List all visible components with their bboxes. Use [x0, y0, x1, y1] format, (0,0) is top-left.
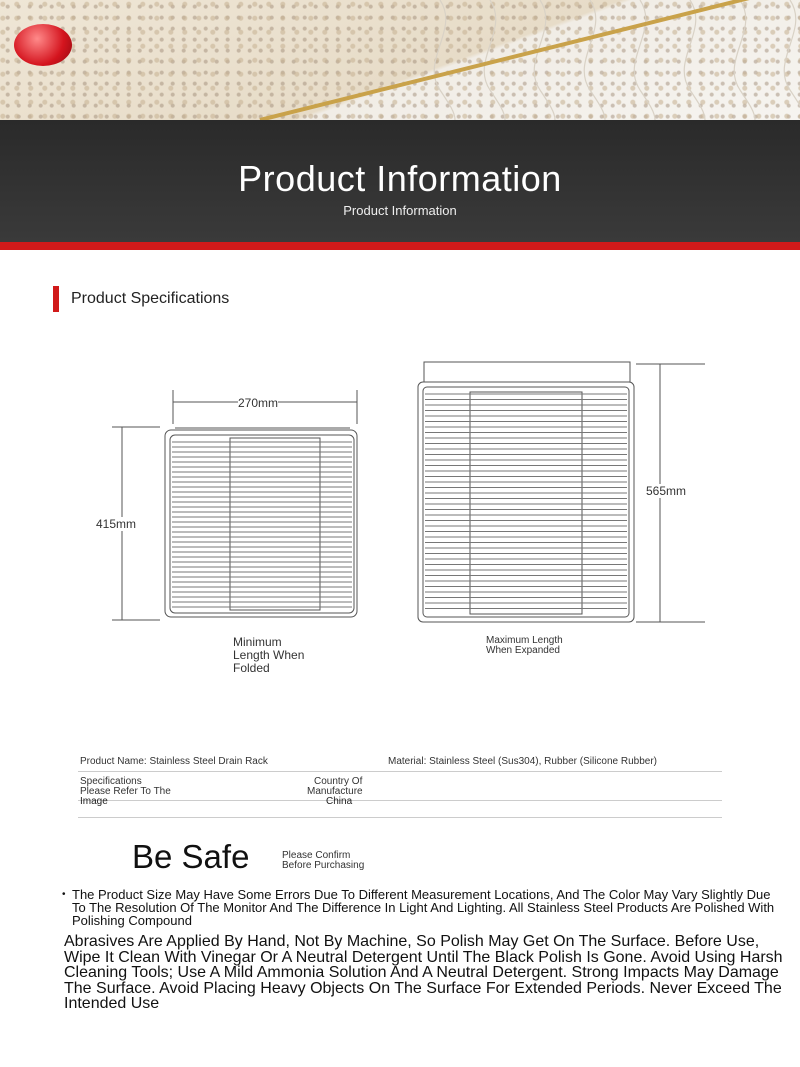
expanded-wires: [425, 394, 627, 609]
tomato-image: [14, 24, 72, 66]
banner-subtitle: Product Information: [343, 203, 457, 218]
dimension-diagram: [0, 340, 800, 680]
specifications-value-1: Please Refer To The: [80, 786, 171, 797]
specifications-value-2: Image: [80, 796, 108, 807]
product-name: Product Name: Stainless Steel Drain Rack: [80, 756, 268, 767]
section-title: Product Specifications: [71, 290, 230, 307]
banner-title: Product Information: [238, 158, 562, 199]
care-instructions-text: Abrasives Are Applied By Hand, Not By Machine, So Polish May Get On The Surface. Before Use, Wipe It Clean With Vinegar Or A Neutral Detergent Until The Black Polish Is Gone. Avoid Using Harsh Cleaning Tools; Use A Mild Ammonia Solution And A Neutral Detergent. Strong Impacts May Damage The Surface. Avoid Placing Heavy Objects On The Surface For Extended Periods. Never Exceed The Intended Use: [64, 933, 783, 1013]
width-label: 270mm: [238, 396, 279, 410]
header-banner: [0, 120, 800, 250]
folded-caption: Minimum Length When Folded: [233, 635, 305, 675]
hero-image: [0, 0, 800, 120]
rack-drawings: [0, 340, 800, 680]
country-label-2: Manufacture: [307, 786, 363, 797]
bullet-icon: •: [62, 889, 66, 900]
wave-pattern: [420, 0, 800, 120]
spec-row-2: [78, 775, 722, 801]
folded-wires: [172, 442, 352, 607]
confirm-note: Please Confirm Before Purchasing: [282, 850, 365, 871]
section-heading: [53, 286, 229, 312]
specifications-label: Specifications: [80, 776, 142, 787]
size-disclaimer: [62, 888, 782, 927]
care-instructions: [64, 934, 784, 1012]
spec-row-1: [78, 755, 722, 772]
spec-divider: [78, 817, 722, 818]
material: Material: Stainless Steel (Sus304), Rubber (Silicone Rubber): [388, 756, 658, 767]
expanded-caption: Maximum Length When Expanded: [486, 635, 563, 656]
size-disclaimer-text: The Product Size May Have Some Errors Due To Different Measurement Locations, And The Color May Vary Slightly Due To The Resolution Of The Monitor And The Difference In Light And Lighting. All Stainless Steel Products Are Polished With Polishing Compound: [72, 887, 775, 928]
country-label-1: Country Of: [314, 776, 363, 787]
accent-bar: [53, 286, 59, 312]
folded-height-label: 415mm: [96, 517, 137, 531]
expanded-height-label: 565mm: [646, 484, 687, 498]
be-safe-heading: Be Safe: [132, 838, 250, 875]
country-value: China: [326, 796, 353, 807]
